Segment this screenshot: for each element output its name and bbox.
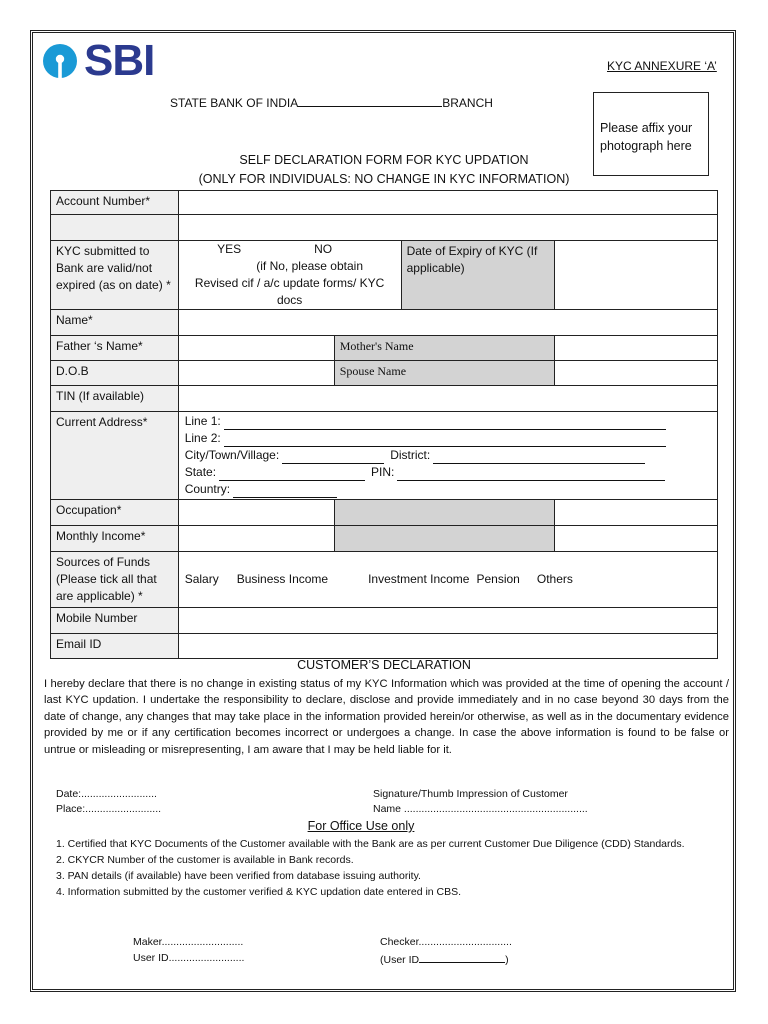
city-label: City/Town/Village:: [184, 448, 280, 462]
account-number-label: Account Number*: [51, 191, 179, 215]
account-number-field[interactable]: [178, 191, 717, 215]
dob-field[interactable]: [178, 361, 334, 386]
address-line1-field[interactable]: [224, 417, 666, 430]
occupation-field[interactable]: [178, 500, 334, 526]
sbi-logo-text: SBI: [84, 36, 155, 85]
dob-label: D.O.B: [51, 361, 179, 386]
branch-line: [170, 95, 493, 110]
country-label: Country:: [184, 482, 231, 496]
source-salary[interactable]: Salary: [184, 572, 219, 586]
branch-blank[interactable]: [298, 95, 442, 107]
tin-label: TIN (If available): [51, 386, 179, 412]
kyc-expiry-field[interactable]: [554, 241, 717, 310]
office-item: 2. CKYCR Number of the customer is available in Bank records.: [56, 854, 354, 866]
source-others[interactable]: Others: [536, 572, 573, 586]
sbi-keyhole-icon: [42, 43, 78, 79]
father-name-field[interactable]: [178, 336, 334, 361]
address-line2-label: Line 2:: [184, 431, 221, 445]
source-business[interactable]: Business Income: [236, 572, 329, 586]
declaration-title: CUSTOMER’S DECLARATION: [297, 658, 471, 672]
checker-user-id: [380, 952, 509, 966]
monthly-income-extra-field[interactable]: [554, 526, 717, 552]
kyc-valid-options: [178, 241, 401, 310]
spouse-name-field[interactable]: [554, 361, 717, 386]
sbi-logo: [42, 36, 155, 85]
if-no-note-2: Revised cif / a/c update forms/ KYC docs: [194, 276, 385, 307]
tin-field[interactable]: [178, 386, 717, 412]
district-label: District:: [390, 448, 431, 462]
current-address-label: Current Address*: [51, 412, 179, 500]
monthly-income-label: Monthly Income*: [51, 526, 179, 552]
name-label: Name*: [51, 310, 179, 336]
checker-field[interactable]: Checker................................: [380, 936, 512, 948]
sources-options: [178, 552, 717, 608]
monthly-income-field[interactable]: [178, 526, 334, 552]
customer-name-field[interactable]: Name ...............................................................: [373, 803, 588, 815]
mobile-label: Mobile Number: [51, 608, 179, 634]
city-field[interactable]: [282, 451, 384, 464]
address-line2-field[interactable]: [224, 434, 666, 447]
email-field[interactable]: [178, 634, 717, 659]
occupation-extra-field[interactable]: [554, 500, 717, 526]
current-address-block: [178, 412, 717, 500]
form-title: SELF DECLARATION FORM FOR KYC UPDATION: [239, 153, 529, 167]
checker-user-id-label: (User ID: [380, 954, 420, 966]
kyc-form-table: [50, 190, 718, 659]
kyc-no-option[interactable]: NO: [314, 242, 333, 256]
name-field[interactable]: [178, 310, 717, 336]
monthly-income-grey-cell: [334, 526, 554, 552]
kyc-annexure-label: KYC ANNEXURE ‘A’: [607, 59, 717, 73]
signature-label: Signature/Thumb Impression of Customer: [373, 788, 568, 800]
bank-name: STATE BANK OF INDIA: [170, 96, 299, 110]
occupation-grey-cell: [334, 500, 554, 526]
email-label: Email ID: [51, 634, 179, 659]
office-item: 3. PAN details (if available) have been verified from database issuing authority.: [56, 870, 421, 882]
district-field[interactable]: [433, 451, 645, 464]
sources-label: Sources of Funds (Please tick all that are applicable) *: [51, 552, 179, 608]
office-use-list: [56, 836, 721, 900]
if-no-note-1: (if No, please obtain: [256, 259, 363, 273]
mother-name-field[interactable]: [554, 336, 717, 361]
photo-box[interactable]: Please affix your photograph here: [593, 92, 709, 176]
country-field[interactable]: [233, 485, 337, 498]
source-pension[interactable]: Pension: [476, 572, 520, 586]
pin-field[interactable]: [397, 468, 665, 481]
form-subtitle: (ONLY FOR INDIVIDUALS: NO CHANGE IN KYC INFORMATION): [198, 172, 570, 186]
pin-label: PIN:: [371, 465, 395, 479]
source-investment[interactable]: Investment Income: [368, 572, 470, 586]
address-line1-label: Line 1:: [184, 414, 221, 428]
spouse-name-label: Spouse Name: [334, 361, 554, 386]
mother-name-label: Mother's Name: [334, 336, 554, 361]
kyc-expiry-label: Date of Expiry of KYC (If applicable): [401, 241, 554, 310]
office-item: 1. Certified that KYC Documents of the Customer available with the Bank are as per current Customer Due Diligence (CDD) Standards.: [56, 838, 685, 850]
date-field[interactable]: Date:..........................: [56, 788, 157, 800]
office-item: 4. Information submitted by the customer verified & KYC updation date entered in CBS.: [56, 886, 462, 898]
office-use-title: For Office Use only: [307, 819, 415, 833]
state-label: State:: [184, 465, 217, 479]
account-number-extra-field[interactable]: [178, 215, 717, 241]
kyc-valid-label: KYC submitted to Bank are valid/not expired (as on date) *: [51, 241, 179, 310]
mobile-field[interactable]: [178, 608, 717, 634]
branch-word: BRANCH: [442, 96, 493, 110]
kyc-yes-option[interactable]: YES: [217, 242, 242, 256]
occupation-label: Occupation*: [51, 500, 179, 526]
declaration-text: I hereby declare that there is no change in existing status of my KYC Information which was provided at the time of opening the account / last KYC updation. I undertake the responsibility to declare, disclose and provide immediately and in no case beyond 30 days from the date of change, any changes that may take place in the information provided herein/or otherwise, as well as in the documentary evidence provided by me or if any certification becomes incorrect or undergoes a change. In case the above information is found to be false or untrue or misleading or misrepresenting, I am aware that I may be held liable for it.: [44, 678, 729, 756]
father-name-label: Father ‘s Name*: [51, 336, 179, 361]
checker-user-id-close: ): [505, 954, 509, 966]
state-field[interactable]: [219, 468, 365, 481]
maker-field[interactable]: Maker............................: [133, 936, 244, 948]
maker-user-id-field[interactable]: User ID..........................: [133, 952, 245, 964]
place-field[interactable]: Place:..........................: [56, 803, 162, 815]
checker-user-id-field[interactable]: [419, 952, 505, 963]
account-number-extra-label: [51, 215, 179, 241]
